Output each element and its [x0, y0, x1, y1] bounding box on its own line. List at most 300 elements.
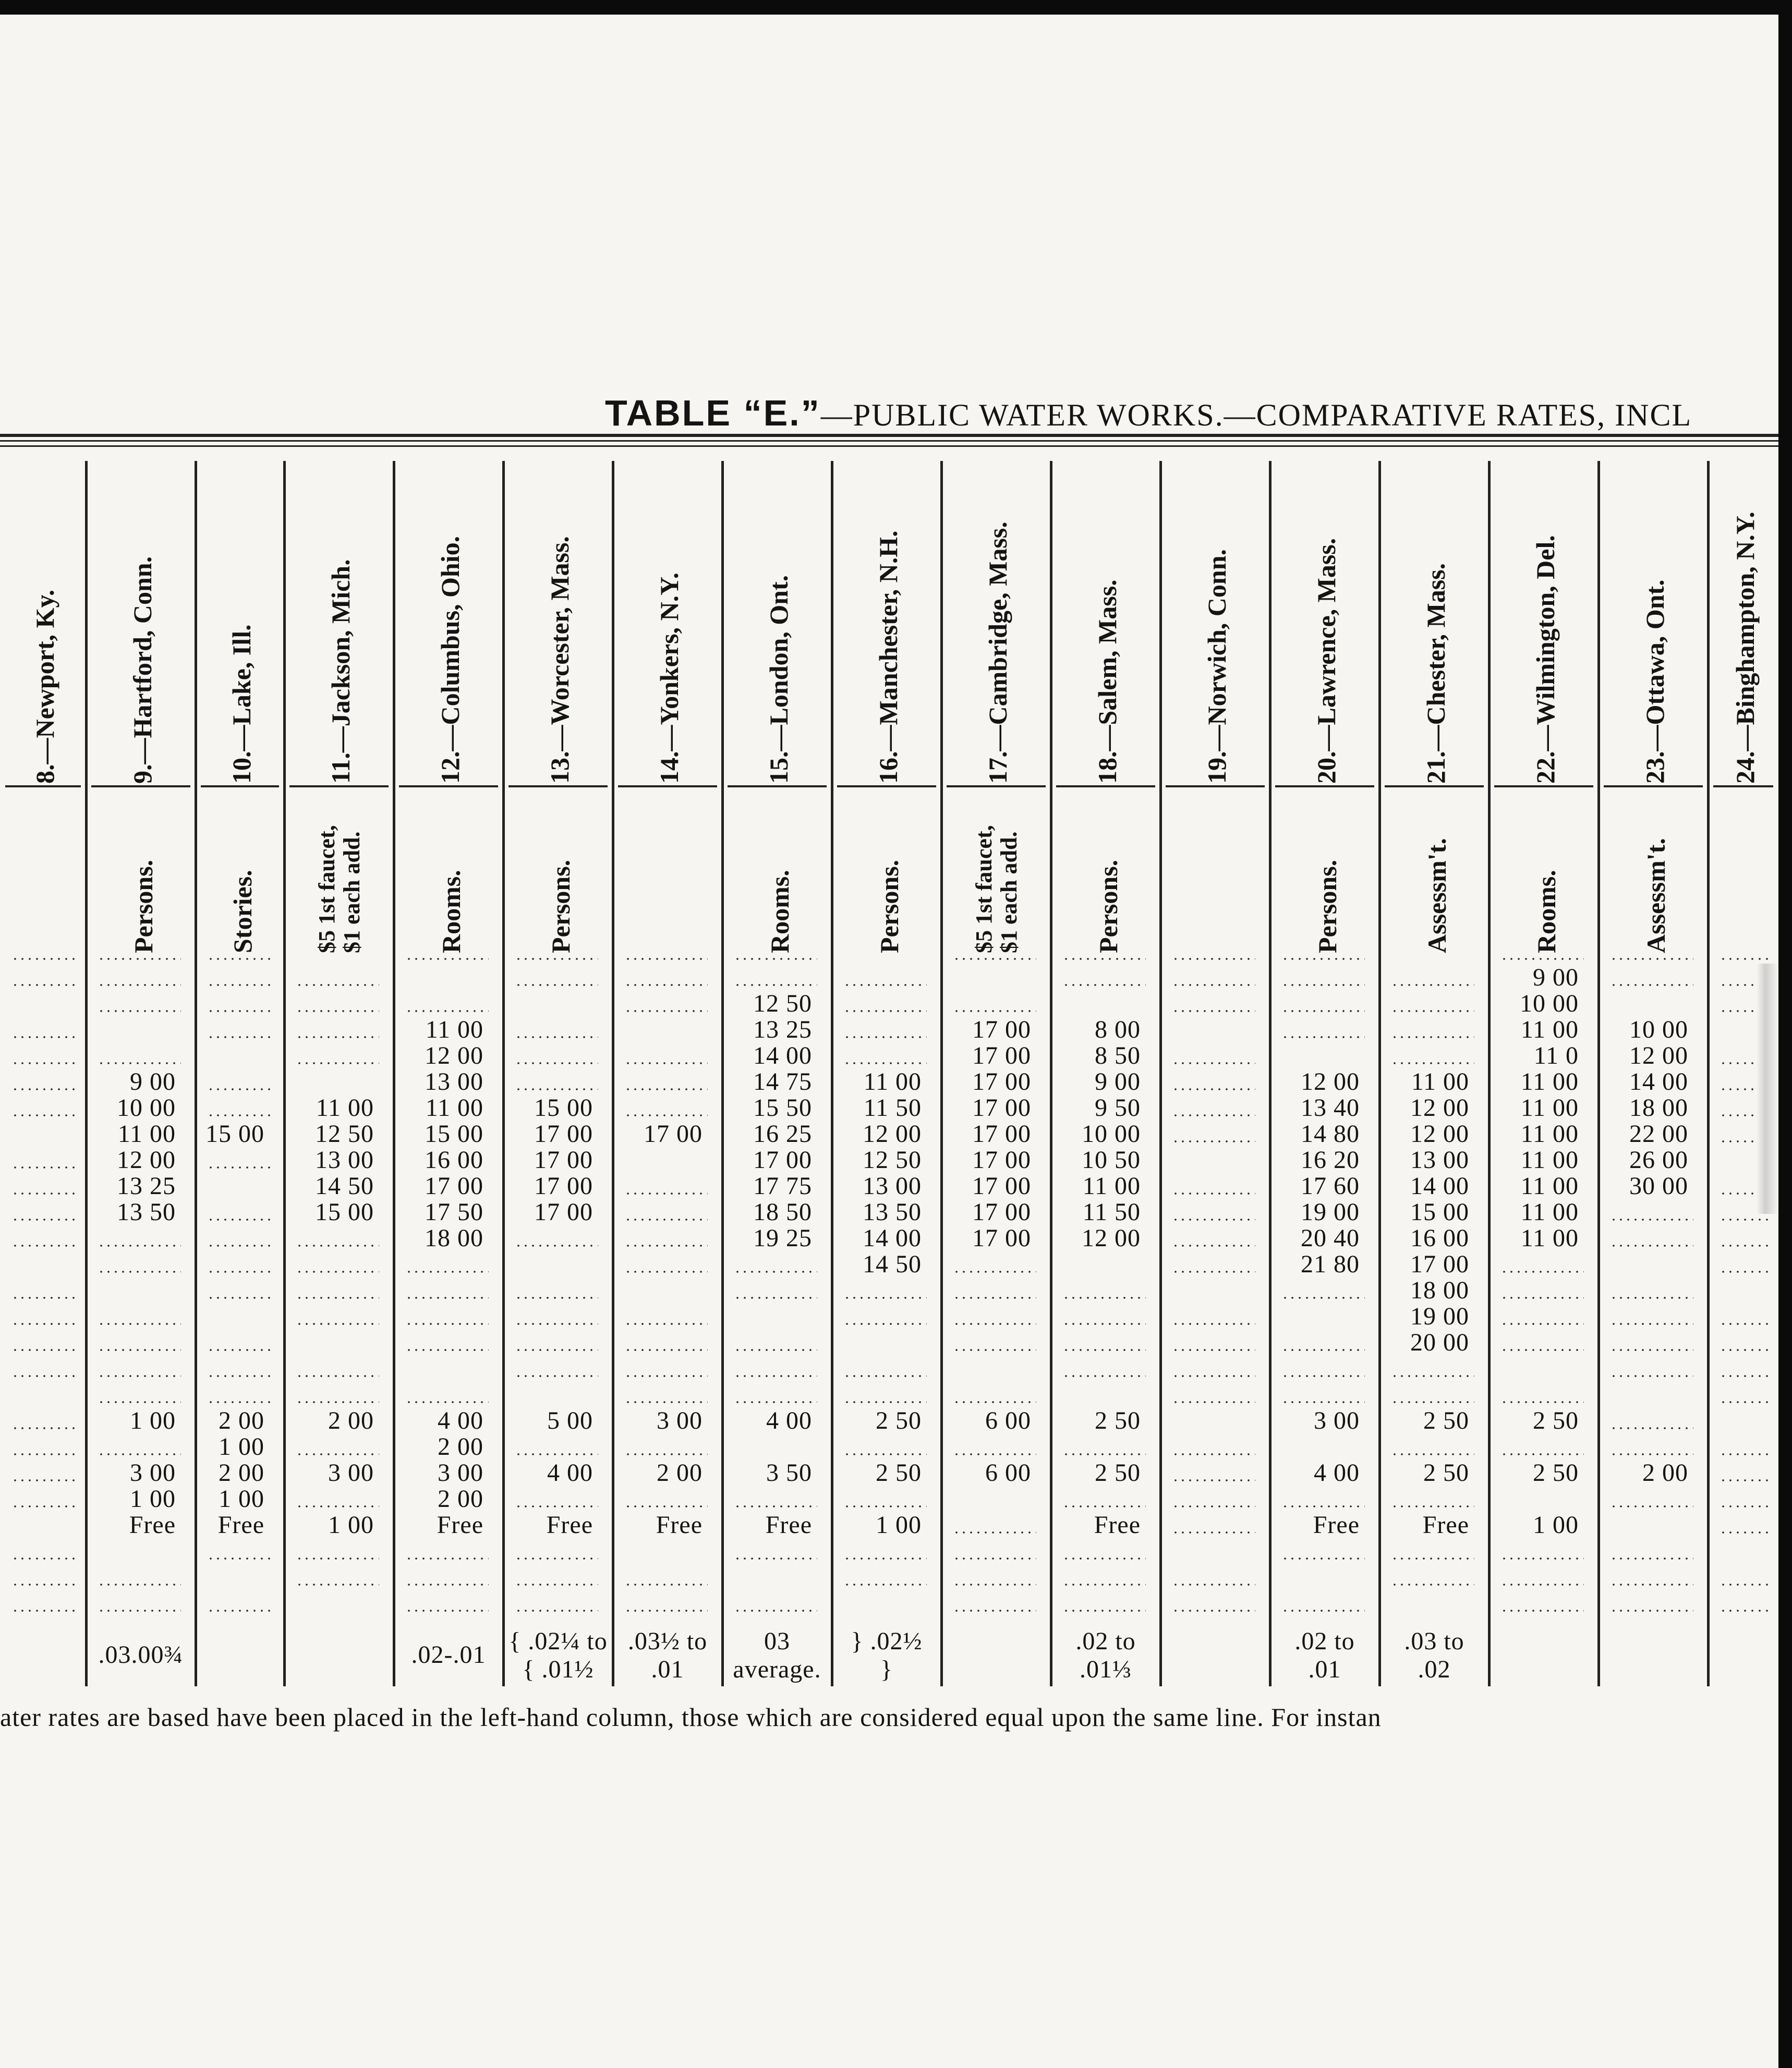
leader-dots	[207, 1114, 275, 1116]
leader-dots	[515, 1610, 598, 1612]
leader-dots	[1281, 1610, 1365, 1612]
column-rule-14	[1488, 461, 1491, 1686]
leader-dots	[624, 1375, 708, 1377]
header-rule	[1604, 785, 1703, 787]
header-rule	[508, 785, 608, 787]
rate-cell: 15 00	[205, 1120, 264, 1148]
rate-cell: 8 00	[1095, 1016, 1141, 1043]
leader-dots	[734, 1401, 817, 1403]
rate-cell: 11 50	[1082, 1198, 1141, 1226]
leader-dots	[296, 1271, 379, 1273]
leader-dots	[1281, 1401, 1365, 1403]
leader-dots	[1172, 1349, 1255, 1351]
leader-dots	[1720, 1610, 1769, 1612]
leader-dots	[1720, 1453, 1769, 1455]
header-rule	[728, 785, 827, 787]
column-rule-4	[393, 461, 395, 1686]
leader-dots	[98, 1610, 181, 1612]
leader-dots	[624, 1219, 708, 1221]
rate-cell: 1 00	[328, 1511, 374, 1539]
column-header-city: 19.—Norwich, Conn.	[1202, 549, 1231, 784]
leader-dots	[624, 1088, 708, 1090]
leader-dots	[11, 1193, 77, 1195]
rate-cell: 12 00	[1410, 1120, 1469, 1148]
leader-dots	[1172, 958, 1255, 960]
leader-dots	[98, 1453, 181, 1455]
rate-cell: Free	[437, 1511, 483, 1539]
leader-dots	[1172, 1375, 1255, 1377]
leader-dots	[1610, 984, 1693, 986]
rate-cell: 18 50	[753, 1198, 812, 1226]
leader-dots	[1720, 1349, 1769, 1351]
column-rule-7	[721, 461, 724, 1686]
rate-cell: 11 00	[1082, 1172, 1141, 1200]
rate-cell: 11 00	[316, 1094, 374, 1122]
leader-dots	[296, 1401, 379, 1403]
table-title-subject: —PUBLIC WATER WORKS.—COMPARATIVE RATES, INCL	[820, 398, 1692, 432]
column-header-unit: Rooms.	[765, 870, 794, 953]
rate-cell: 15 00	[425, 1120, 483, 1148]
column-header-city: 12.—Columbus, Ohio.	[435, 536, 465, 784]
rate-cell: 17 00	[534, 1172, 593, 1200]
header-rule	[1494, 785, 1593, 787]
leader-dots	[1391, 1375, 1474, 1377]
leader-dots	[11, 1219, 77, 1221]
leader-dots	[1281, 1558, 1365, 1560]
rate-cell: 2 00	[438, 1485, 483, 1513]
leader-dots	[953, 1558, 1036, 1560]
column-rule-5	[502, 461, 505, 1686]
column-header-city: 9.—Hartford, Conn.	[128, 556, 157, 784]
rate-cell: 11 00	[425, 1016, 483, 1043]
leader-dots	[734, 1297, 817, 1299]
rate-cell: 4 00	[766, 1407, 812, 1434]
rate-cell: 11 00	[425, 1094, 483, 1122]
rate-cell: 13 25	[117, 1172, 176, 1200]
rate-cell: Free	[546, 1511, 593, 1539]
leader-dots	[515, 1505, 598, 1507]
leader-dots	[98, 1323, 181, 1325]
rate-cell: 5 00	[547, 1407, 593, 1434]
leader-dots	[11, 1323, 77, 1325]
leader-dots	[1391, 1505, 1474, 1507]
leader-dots	[1720, 1479, 1769, 1481]
leader-dots	[953, 1010, 1036, 1012]
leader-dots	[11, 1610, 77, 1612]
column-rule-8	[831, 461, 833, 1686]
rate-cell: 10 00	[1629, 1016, 1688, 1043]
meter-rate-cell: 03	[764, 1627, 790, 1655]
leader-dots	[1610, 1610, 1693, 1612]
leader-dots	[11, 1297, 77, 1299]
leader-dots	[734, 1558, 817, 1560]
rate-cell: 2 00	[328, 1407, 374, 1434]
column-header-unit: Assessm't.	[1641, 838, 1670, 953]
rate-cell: 14 75	[753, 1068, 812, 1096]
leader-dots	[1062, 1584, 1146, 1586]
rate-cell: 26 00	[1629, 1146, 1688, 1174]
rate-cell: 11 00	[1520, 1224, 1579, 1252]
rate-cell: 13 40	[1301, 1094, 1360, 1122]
rate-cell: 17 75	[753, 1172, 812, 1200]
rate-cell: 13 00	[425, 1068, 483, 1096]
column-rule-6	[612, 461, 614, 1686]
leader-dots	[843, 1558, 927, 1560]
table-title-label: TABLE “E.”	[605, 393, 821, 433]
rate-cell: Free	[1313, 1511, 1360, 1539]
rate-cell: 2 50	[876, 1459, 922, 1487]
rate-cell: 2 50	[1095, 1407, 1141, 1434]
leader-dots	[1172, 1505, 1255, 1507]
leader-dots	[1610, 1323, 1693, 1325]
leader-dots	[1062, 1323, 1146, 1325]
meter-rate-cell: average.	[733, 1656, 821, 1683]
rate-cell: 6 00	[985, 1459, 1031, 1487]
rate-cell: 17 00	[972, 1198, 1031, 1226]
header-rule	[618, 785, 717, 787]
leader-dots	[1610, 1349, 1693, 1351]
rate-cell: 6 00	[985, 1407, 1031, 1434]
rate-cell: 14 80	[1301, 1120, 1360, 1148]
leader-dots	[1172, 1401, 1255, 1403]
rate-cell: 15 50	[753, 1094, 812, 1122]
column-header-unit: $5 1st faucet,	[314, 825, 340, 953]
rate-cell: 4 00	[547, 1459, 593, 1487]
leader-dots	[207, 1219, 275, 1221]
leader-dots	[405, 1010, 489, 1012]
leader-dots	[405, 1323, 489, 1325]
column-header-city: 20.—Lawrence, Mass.	[1312, 538, 1341, 784]
leader-dots	[1172, 1584, 1255, 1586]
leader-dots	[1391, 1584, 1474, 1586]
column-header-unit: Assessm't.	[1422, 838, 1451, 953]
leader-dots	[1172, 1531, 1255, 1534]
leader-dots	[515, 1088, 598, 1090]
leader-dots	[1172, 1114, 1255, 1116]
rate-cell: Free	[656, 1511, 703, 1539]
rate-cell: 2 00	[438, 1433, 483, 1461]
rate-cell: 11 00	[1520, 1146, 1579, 1174]
rate-cell: 12 00	[1301, 1068, 1360, 1096]
document-page	[0, 15, 1778, 2068]
column-header-unit: Persons.	[129, 859, 158, 953]
rate-cell: 17 00	[534, 1120, 593, 1148]
rate-cell: 12 00	[117, 1146, 176, 1174]
rate-cell: 12 00	[1629, 1042, 1688, 1069]
leader-dots	[207, 1297, 275, 1299]
rate-cell: 14 00	[1629, 1068, 1688, 1096]
leader-dots	[1391, 984, 1474, 986]
rate-cell: 13 00	[1410, 1146, 1469, 1174]
rate-cell: 2 50	[1423, 1459, 1469, 1487]
leader-dots	[296, 1584, 379, 1586]
header-rule	[201, 785, 279, 787]
rate-cell: 12 00	[425, 1042, 483, 1069]
leader-dots	[207, 1349, 275, 1351]
rate-cell: 11 00	[1520, 1016, 1579, 1043]
rate-cell: 3 00	[438, 1459, 483, 1487]
rate-cell: Free	[765, 1511, 812, 1539]
leader-dots	[1172, 1453, 1255, 1455]
leader-dots	[1610, 1584, 1693, 1586]
rate-cell: 14 00	[753, 1042, 812, 1069]
rate-cell: 11 00	[1520, 1094, 1579, 1122]
top-rule-1	[0, 434, 1778, 437]
leader-dots	[1500, 1558, 1584, 1560]
rate-cell: 12 00	[1410, 1094, 1469, 1122]
leader-dots	[207, 984, 275, 986]
rate-cell: 11 00	[117, 1120, 176, 1148]
rate-cell: 9 50	[1095, 1094, 1141, 1122]
column-rule-10	[1050, 461, 1052, 1686]
column-header-unit: Rooms.	[437, 870, 466, 953]
column-header-city: 11.—Jackson, Mich.	[326, 559, 355, 784]
meter-rate-cell: { .02¼ to	[508, 1627, 608, 1655]
rate-cell: 10 00	[1520, 990, 1579, 1017]
rate-cell: 21 80	[1301, 1250, 1360, 1278]
rate-cell: 19 00	[1410, 1303, 1469, 1330]
rate-cell: 17 00	[534, 1198, 593, 1226]
rate-cell: 17 00	[425, 1172, 483, 1200]
leader-dots	[1172, 1140, 1255, 1142]
leader-dots	[624, 1584, 708, 1586]
leader-dots	[98, 1349, 181, 1351]
leader-dots	[1500, 1401, 1584, 1403]
leader-dots	[1281, 958, 1365, 960]
column-header-city: 22.—Wilmington, Del.	[1531, 535, 1560, 784]
leader-dots	[98, 1375, 181, 1377]
rate-cell: Free	[1422, 1511, 1469, 1539]
header-rule	[91, 785, 190, 787]
leader-dots	[734, 1349, 817, 1351]
leader-dots	[207, 1010, 275, 1012]
leader-dots	[1720, 1531, 1769, 1534]
leader-dots	[11, 1062, 77, 1064]
rate-cell: 12 50	[863, 1146, 922, 1174]
rate-cell: 4 00	[438, 1407, 483, 1434]
leader-dots	[207, 958, 275, 960]
rate-cell: 1 00	[219, 1433, 264, 1461]
rate-cell: 17 00	[972, 1042, 1031, 1069]
leader-dots	[98, 1401, 181, 1403]
leader-dots	[1062, 1375, 1146, 1377]
column-header-city: 21.—Chester, Mass.	[1421, 563, 1450, 784]
column-rule-15	[1597, 461, 1600, 1686]
rate-cell: 16 00	[425, 1146, 483, 1174]
rate-cell: 17 00	[972, 1172, 1031, 1200]
rate-cell: 17 00	[1410, 1250, 1469, 1278]
header-rule	[1385, 785, 1484, 787]
rate-cell: 2 50	[1095, 1459, 1141, 1487]
leader-dots	[843, 1401, 927, 1403]
top-rule-3	[0, 445, 1778, 447]
meter-rate-cell: .01⅓	[1080, 1656, 1132, 1683]
rate-cell: 1 00	[130, 1485, 176, 1513]
rate-cell: 3 50	[766, 1459, 812, 1487]
leader-dots	[1720, 1401, 1769, 1403]
rate-cell: 17 00	[753, 1146, 812, 1174]
rate-cell: 14 00	[1410, 1172, 1469, 1200]
leader-dots	[843, 1010, 927, 1012]
header-rule	[1713, 785, 1773, 787]
rate-cell: 13 50	[117, 1198, 176, 1226]
leader-dots	[296, 1297, 379, 1299]
leader-dots	[515, 984, 598, 986]
meter-rate-cell: .02 to	[1075, 1627, 1136, 1655]
leader-dots	[843, 1036, 927, 1038]
leader-dots	[843, 1584, 927, 1586]
rate-cell: 12 00	[1082, 1224, 1141, 1252]
rate-cell: 11 00	[1520, 1120, 1579, 1148]
rate-cell: 20 00	[1410, 1329, 1469, 1356]
rate-cell: 14 50	[315, 1172, 374, 1200]
leader-dots	[1610, 1558, 1693, 1560]
leader-dots	[11, 1375, 77, 1377]
rate-cell: 9 00	[1533, 964, 1579, 991]
rate-cell: Free	[1094, 1511, 1141, 1539]
leader-dots	[624, 1401, 708, 1403]
leader-dots	[207, 1401, 275, 1403]
rate-cell: 11 00	[1411, 1068, 1469, 1096]
leader-dots	[1281, 1297, 1365, 1299]
rate-cell: 13 00	[315, 1146, 374, 1174]
rate-cell: 2 00	[219, 1459, 264, 1487]
leader-dots	[11, 1505, 77, 1507]
leader-dots	[1281, 1349, 1365, 1351]
leader-dots	[1062, 1453, 1146, 1455]
rate-cell: 12 00	[863, 1120, 922, 1148]
rate-cell: 1 00	[876, 1511, 922, 1539]
column-header-city: 17.—Cambridge, Mass.	[983, 521, 1012, 784]
column-header-unit: Rooms.	[1532, 870, 1561, 953]
column-rule-16	[1707, 461, 1710, 1686]
rate-cell: 11 50	[863, 1094, 922, 1122]
leader-dots	[11, 1558, 77, 1560]
leader-dots	[1062, 1610, 1146, 1612]
rate-cell: 18 00	[1410, 1276, 1469, 1304]
leader-dots	[207, 1271, 275, 1273]
leader-dots	[1281, 1375, 1365, 1377]
column-header-city: 8.—Newport, Ky.	[30, 589, 59, 784]
leader-dots	[207, 1088, 275, 1090]
column-header-unit: Persons.	[1094, 859, 1123, 953]
leader-dots	[11, 1166, 77, 1169]
leader-dots	[11, 1427, 77, 1429]
rate-cell: 2 00	[219, 1407, 264, 1434]
leader-dots	[1610, 1297, 1693, 1299]
rate-cell: 9 00	[130, 1068, 176, 1096]
rate-cell: 3 00	[328, 1459, 374, 1487]
leader-dots	[1391, 1558, 1474, 1560]
leader-dots	[1610, 1427, 1693, 1429]
header-rule	[837, 785, 936, 787]
leader-dots	[98, 1271, 181, 1273]
leader-dots	[1391, 1036, 1474, 1038]
leader-dots	[1172, 1323, 1255, 1325]
leader-dots	[1062, 1297, 1146, 1299]
leader-dots	[1172, 1610, 1255, 1612]
leader-dots	[1500, 1610, 1584, 1612]
rate-cell: 4 00	[1314, 1459, 1360, 1487]
leader-dots	[1281, 1036, 1365, 1038]
leader-dots	[515, 1375, 598, 1377]
meter-rate-cell: .02-.01	[411, 1641, 486, 1669]
leader-dots	[296, 1558, 379, 1560]
leader-dots	[1610, 1453, 1693, 1455]
column-rule-9	[940, 461, 943, 1686]
rate-cell: 3 00	[130, 1459, 176, 1487]
rate-cell: 11 00	[1520, 1068, 1579, 1096]
rate-cell: 8 50	[1095, 1042, 1141, 1069]
column-rule-2	[195, 461, 197, 1686]
leader-dots	[1391, 1401, 1474, 1403]
rate-cell: 17 00	[972, 1224, 1031, 1252]
column-header-city: 24.—Binghampton, N.Y.	[1730, 512, 1760, 784]
rate-cell: 2 50	[1533, 1407, 1579, 1434]
rate-cell: 2 00	[657, 1459, 703, 1487]
header-rule	[947, 785, 1046, 787]
leader-dots	[1720, 1245, 1769, 1247]
leader-dots	[515, 1062, 598, 1064]
leader-dots	[207, 1558, 275, 1560]
column-header-city: 15.—London, Ont.	[764, 575, 793, 784]
leader-dots	[734, 1505, 817, 1507]
leader-dots	[515, 1297, 598, 1299]
leader-dots	[296, 1323, 379, 1325]
rate-cell: 22 00	[1629, 1120, 1688, 1148]
leader-dots	[1500, 1584, 1584, 1586]
rate-cell: 17 00	[972, 1120, 1031, 1148]
leader-dots	[1281, 1010, 1365, 1012]
column-header-city: 23.—Ottawa, Ont.	[1640, 579, 1669, 784]
rate-cell: 20 40	[1301, 1224, 1360, 1252]
leader-dots	[953, 1453, 1036, 1455]
leader-dots	[405, 1584, 489, 1586]
rate-cell: 10 50	[1082, 1146, 1141, 1174]
leader-dots	[515, 1584, 598, 1586]
column-header-unit: Persons.	[875, 859, 904, 953]
leader-dots	[624, 1010, 708, 1012]
rate-cell: 12 50	[753, 990, 812, 1017]
leader-dots	[1610, 1505, 1693, 1507]
rate-cell: 17 60	[1301, 1172, 1360, 1200]
leader-dots	[1500, 1349, 1584, 1351]
leader-dots	[1610, 1219, 1693, 1221]
footnote: ater rates are based have been placed in the left-hand column, those which are considered equal upon the same line. For instan	[0, 1702, 1382, 1732]
leader-dots	[1610, 1375, 1693, 1377]
leader-dots	[11, 1349, 77, 1351]
rate-cell: Free	[129, 1511, 176, 1539]
rate-cell: 2 50	[876, 1407, 922, 1434]
meter-rate-cell: .03½ to	[627, 1627, 708, 1655]
meter-rate-cell: .03.00¾	[98, 1641, 184, 1669]
leader-dots	[1281, 984, 1365, 986]
header-rule	[1056, 785, 1155, 787]
column-rule-13	[1378, 461, 1381, 1686]
leader-dots	[1500, 1271, 1584, 1273]
leader-dots	[1391, 1010, 1474, 1012]
rate-cell: 17 00	[972, 1146, 1031, 1174]
leader-dots	[624, 1245, 708, 1247]
rate-cell: Free	[217, 1511, 264, 1539]
leader-dots	[1500, 1453, 1584, 1455]
column-header-city: 18.—Salem, Mass.	[1093, 579, 1122, 784]
leader-dots	[1172, 1010, 1255, 1012]
leader-dots	[1391, 1062, 1474, 1064]
leader-dots	[1062, 1349, 1146, 1351]
rate-cell: 15 00	[534, 1094, 593, 1122]
leader-dots	[405, 1349, 489, 1351]
